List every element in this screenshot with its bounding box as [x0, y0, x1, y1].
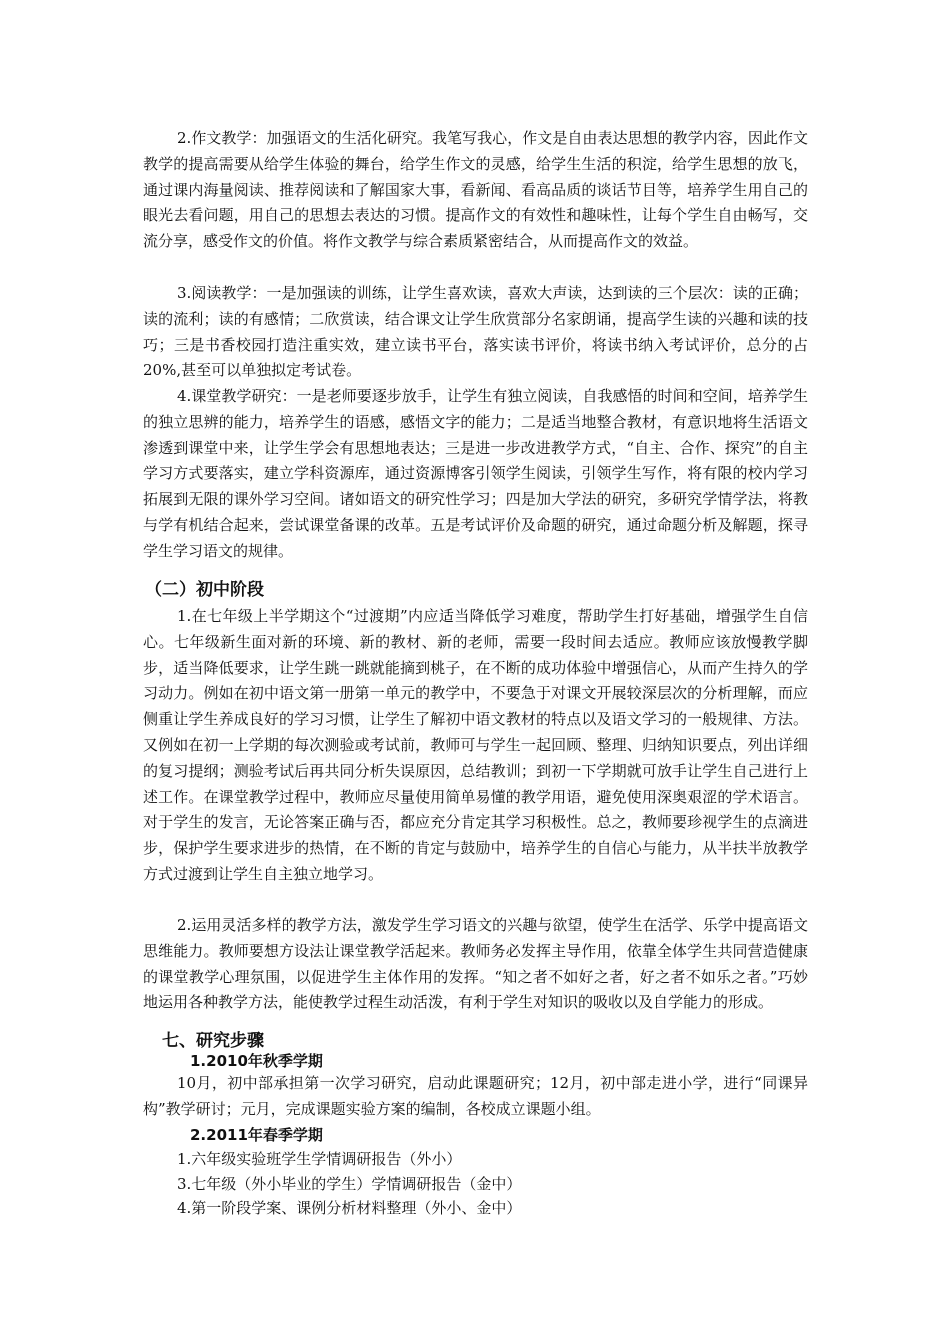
reading-teaching-paragraph: 3.阅读教学：一是加强读的训练，让学生喜欢读，喜欢大声读，达到读的三个层次：读的正确；读的流利；读的有感情；二欣赏读，结合课文让学生欣赏部分名家朗诵，提高学生读的兴趣和读的技巧；三是书香校园打造注重实效，建立读书平台，落实读书评价，将读书纳入考试评价，总分的占20%,甚至可以单独拟定考试卷。 [143, 284, 808, 380]
writing-teaching-paragraph: 2.作文教学：加强语文的生活化研究。我笔写我心，作文是自由表达思想的教学内容，因此作文教学的提高需要从给学生体验的舞台，给学生作文的灵感，给学生生活的积淀，给学生思想的放飞，通过课内海量阅读、推荐阅读和了解国家大事，看新闻、看高品质的谈话节目等，培养学生用自己的眼光去看问题，用自己的思想去表达的习惯。提高作文的有效性和趣味性，让每个学生自由畅写，交流分享，感受作文的价值。将作文教学与综合素质紧密结合，从而提高作文的效益。 [143, 129, 808, 251]
junior-paragraph-1: 1.在七年级上半学期这个“过渡期”内应适当降低学习难度，帮助学生打好基础，增强学生自信心。七年级新生面对新的环境、新的教材、新的老师，需要一段时间去适应。教师应该放慢教学脚步，适当降低要求，让学生跳一跳就能摘到桃子，在不断的成功体验中增强信心，从而产生持久的学习动力。例如在初中语文第一册第一单元的教学中，不要急于对课文开展较深层次的分析理解，而应侧重让学生养成良好的学习习惯，让学生了解初中语文教材的特点以及语文学习的一般规律、方法。又例如在初一上学期的每次测验或考试前，教师可与学生一起回顾、整理、归纳知识要点，列出详细的复习提纲；测验考试后再共同分析失误原因，总结教训；到初一下学期就可放手让学生自己进行上述工作。在课堂教学过程中，教师应尽量使用简单易懂的教学用语，避免使用深奥艰涩的学术语言。对于学生的发言，无论答案正确与否，都应充分肯定其学习积极性。总之，教师要珍视学生的点滴进步，保护学生要求进步的热情，在不断的肯定与鼓励中，培养学生的自信心与能力，从半扶半放教学方式过渡到让学生自主独立地学习。 [143, 607, 808, 883]
research-steps-heading: 七、研究步骤 [162, 1031, 264, 1051]
classroom-research-paragraph: 4.课堂教学研究：一是老师要逐步放手，让学生有独立阅读，自我感悟的时间和空间，培养学生的独立思辨的能力，培养学生的语感，感悟文字的能力；二是适当地整合教材，有意识地将生活语文渗透到课堂中来，让学生学会有思想地表达；三是进一步改进教学方式，“自主、合作、探究”的自主学习方式要落实，建立学科资源库，通过资源博客引领学生阅读，引领学生写作，将有限的校内学习拓展到无限的课外学习空间。诸如语文的研究性学习；四是加大学法的研究，多研究学情学法，将教与学有机结合起来，尝试课堂备课的改革。五是考试评价及命题的研究，通过命题分析及解题，探寻学生学习语文的规律。 [143, 387, 808, 560]
step-2-item: 1.六年级实验班学生学情调研报告（外小） [177, 1150, 462, 1168]
step-2-item: 3.七年级（外小毕业的学生）学情调研报告（金中） [177, 1175, 522, 1193]
junior-paragraph-2: 2.运用灵活多样的教学方法，激发学生学习语文的兴趣与欲望，使学生在活学、乐学中提高语文思维能力。教师要想方设法让课堂教学活起来。教师务必发挥主导作用，依靠全体学生共同营造健康的课堂教学心理氛围，以促进学生主体作用的发挥。“知之者不如好之者，好之者不如乐之者。”巧妙地运用各种教学方法，能使教学过程生动活泼，有利于学生对知识的吸收以及自学能力的形成。 [143, 916, 808, 1012]
step-1-title: 1.2010年秋季学期 [190, 1052, 323, 1070]
step-2-title: 2.2011年春季学期 [190, 1126, 323, 1144]
junior-stage-heading: （二）初中阶段 [145, 580, 264, 600]
step-1-text: 10月，初中部承担第一次学习研究，启动此课题研究；12月，初中部走进小学，进行“同课异构”教学研讨；元月，完成课题实验方案的编制，各校成立课题小组。 [143, 1074, 808, 1118]
step-2-item: 4.第一阶段学案、课例分析材料整理（外小、金中） [177, 1199, 522, 1217]
